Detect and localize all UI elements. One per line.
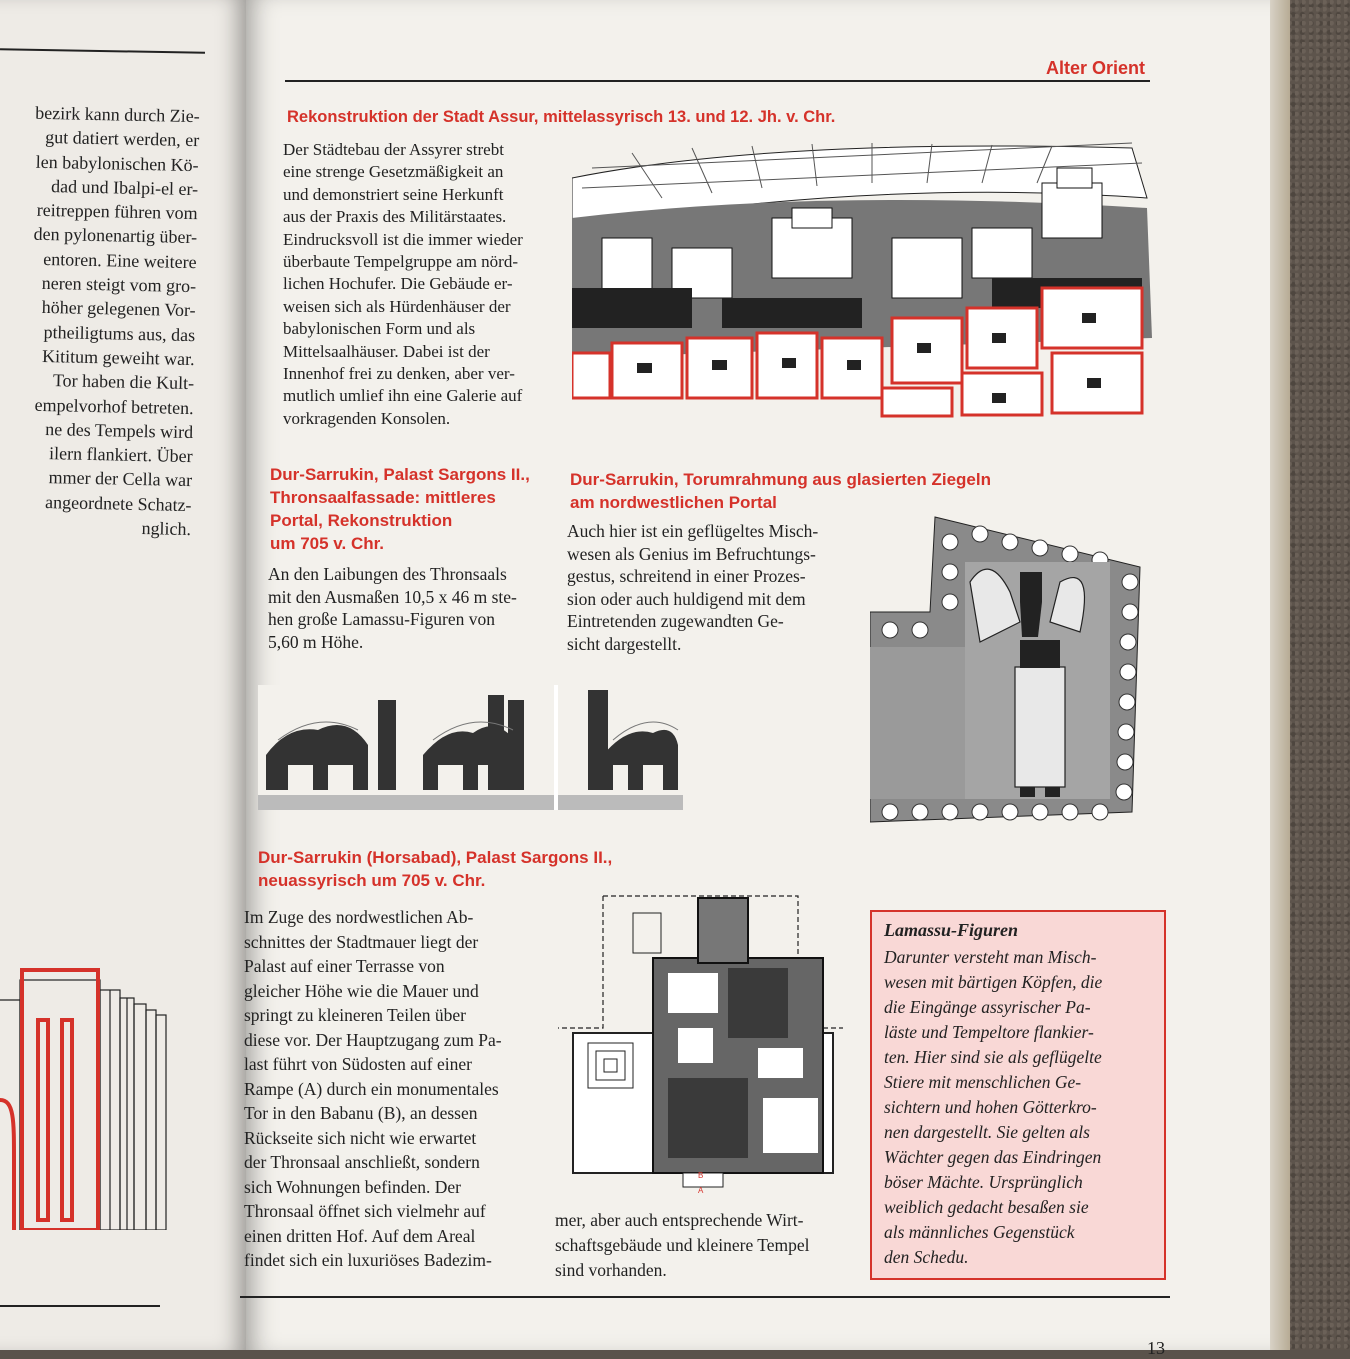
portal-text-line: Auch hier ist ein geflügeltes Misch-	[567, 521, 819, 541]
lamassu-box-line: als männliches Gegenstück	[884, 1222, 1075, 1242]
throne-heading-line: Dur-Sarrukin, Palast Sargons II.,	[270, 465, 530, 484]
assur-text-line: vorkragenden Konsolen.	[283, 408, 451, 428]
section-label: Alter Orient	[1045, 58, 1145, 78]
assur-text-line: weisen sich als Hürdenhäuser der	[283, 296, 511, 316]
assur-text-line: aus der Praxis des Militärstaates.	[283, 207, 507, 227]
palace-text-line: sind vorhanden.	[555, 1260, 667, 1280]
assur-text-line: Der Städtebau der Assyrer strebt	[283, 140, 504, 159]
assur-city-reconstruction-image	[572, 138, 1152, 418]
left-page-line: höher gelegenen Vor-	[41, 297, 196, 321]
throne-text-line: hen große Lamassu-Figuren von	[268, 609, 495, 629]
throne-heading-line: um 705 v. Chr.	[270, 534, 385, 553]
throne-heading	[270, 463, 530, 555]
portal-text-line: wesen als Genius im Befruchtungs-	[567, 543, 816, 564]
throne-text-line: mit den Ausmaßen 10,5 x 46 m ste-	[268, 586, 517, 607]
assur-text-line: mutlich umlief ihn eine Galerie auf	[283, 386, 523, 406]
lamassu-box-line: sichtern und hohen Götterkro-	[884, 1097, 1097, 1117]
top-rule	[285, 80, 1150, 82]
lamassu-box-line: wesen mit bärtigen Köpfen, die	[884, 972, 1103, 992]
assur-text-line: und demonstriert seine Herkunft	[283, 184, 504, 204]
plan-label-a: A	[698, 1186, 704, 1195]
palace-floor-plan-image	[558, 888, 843, 1196]
palace-text-line: diese vor. Der Hauptzugang zum Pa-	[244, 1029, 502, 1050]
assur-text-line: eine strenge Gesetzmäßigkeit an	[283, 162, 504, 182]
page-number: 13	[1147, 1338, 1165, 1358]
throne-text-line: An den Laibungen des Thronsaals	[268, 564, 507, 584]
left-page-text	[0, 100, 200, 541]
palace-text-line: einen dritten Hof. Auf dem Areal	[244, 1225, 476, 1246]
palace-text-line: springt zu kleineren Teilen über	[244, 1005, 466, 1025]
lamassu-box-line: weiblich gedacht besaßen sie	[884, 1197, 1089, 1217]
left-page-line: ilern flankiert. Über	[48, 443, 193, 467]
palace-text-line: mer, aber auch entsprechende Wirt-	[555, 1210, 804, 1230]
palace-heading-line: neuassyrisch um 705 v. Chr.	[258, 871, 486, 890]
page-edge	[1270, 0, 1290, 1350]
left-page-line: Kititum geweiht war.	[41, 345, 195, 370]
assur-text-line: überbaute Tempelgruppe am nörd-	[283, 252, 518, 272]
left-page	[0, 0, 246, 1350]
assur-text-line: Innenhof frei zu denken, aber ver-	[283, 364, 515, 384]
left-page-line: nglich.	[141, 518, 192, 540]
palace-text-line: Tor in den Babanu (B), an dessen	[244, 1103, 478, 1123]
lamassu-box-line: Wächter gegen das Eindringen	[884, 1147, 1102, 1167]
left-page-line: Tor haben die Kult-	[52, 370, 195, 394]
left-page-line: entoren. Eine weitere	[43, 248, 197, 272]
lamassu-box-line: den Schedu.	[884, 1247, 969, 1267]
portal-heading	[570, 468, 991, 514]
left-page-line: ptheiligtums aus, das	[43, 321, 196, 345]
throne-text-line: 5,60 m Höhe.	[268, 631, 364, 652]
lamassu-box-line: böser Mächte. Ursprünglich	[884, 1172, 1083, 1192]
palace-text-line: schaftsgebäude und kleinere Tempel	[555, 1235, 810, 1255]
palace-heading	[258, 846, 612, 892]
palace-text-line: Rückseite sich nicht wie erwartet	[244, 1127, 477, 1148]
lamassu-info-box	[870, 910, 1166, 1280]
palace-text-line: Thronsaal öffnet sich vielmehr auf	[244, 1201, 486, 1221]
assur-heading: Rekonstruktion der Stadt Assur, mittelassyrisch 13. und 12. Jh. v. Chr.	[287, 108, 836, 126]
palace-text-line: findet sich ein luxuriöses Badezim-	[244, 1250, 492, 1270]
left-page-line: empelvorhof betreten.	[34, 394, 194, 418]
portal-text-line: sion oder auch huldigend mit dem	[567, 588, 806, 609]
palace-text-line: sich Wohnungen befinden. Der	[244, 1176, 461, 1197]
left-page-line: len babylonischen Kö-	[35, 151, 199, 175]
lamassu-box-line: Stiere mit menschlichen Ge-	[884, 1072, 1082, 1092]
palace-text-line: Palast auf einer Terrasse von	[244, 956, 445, 976]
throne-heading-line: Portal, Rekonstruktion	[270, 511, 453, 530]
assur-text-line: Eindrucksvoll ist die immer wieder	[283, 229, 523, 249]
portal-heading-line: Dur-Sarrukin, Torumrahmung aus glasierten Ziegeln	[570, 470, 991, 489]
palace-text-line: schnittes der Stadtmauer liegt der	[244, 931, 479, 952]
left-page-line: den pylonenartig über-	[33, 224, 198, 248]
portal-text-line: gestus, schreitend in einer Prozes-	[567, 566, 806, 586]
left-bottom-rule	[0, 1305, 160, 1307]
portal-text-line: sicht dargestellt.	[567, 633, 682, 654]
lamassu-box-title: Lamassu-Figuren	[884, 920, 1019, 940]
throne-heading-line: Thronsaalfassade: mittleres	[270, 488, 496, 507]
lamassu-box-line: nen dargestellt. Sie gelten als	[884, 1122, 1090, 1142]
palace-text-line: der Thronsaal anschließt, sondern	[244, 1152, 480, 1172]
lamassu-box-line: Darunter versteht man Misch-	[884, 947, 1097, 967]
portal-text	[567, 520, 845, 655]
bottom-rule	[240, 1296, 1170, 1298]
palace-text-continued	[555, 1208, 847, 1283]
lamassu-box-line: die Eingänge assyrischer Pa-	[884, 997, 1091, 1017]
assur-text	[283, 139, 548, 430]
throne-text	[268, 563, 540, 653]
portal-heading-line: am nordwestlichen Portal	[570, 493, 777, 512]
throne-facade-lamassu-image	[258, 685, 683, 810]
palace-heading-line: Dur-Sarrukin (Horsabad), Palast Sargons II.,	[258, 848, 613, 867]
left-page-line: gut datiert werden, er	[45, 127, 200, 151]
left-page-line: reitreppen führen vom	[36, 199, 198, 224]
left-page-line: ne des Tempels wird	[45, 418, 194, 442]
assur-text-line: lichen Hochufer. Die Gebäude er-	[283, 274, 513, 294]
palace-text-line: last führt von Südosten auf einer	[244, 1054, 472, 1074]
left-page-line: dad und Ibalpi-el er-	[50, 175, 199, 200]
left-page-line: neren steigt vom gro-	[41, 272, 197, 297]
left-top-rule	[0, 48, 205, 54]
portal-text-line: Eintretenden zugewandten Ge-	[567, 611, 784, 631]
palace-text	[244, 905, 530, 1273]
lamassu-box-line: ten. Hier sind sie als geflügelte	[884, 1047, 1102, 1067]
assur-text-line: Mittelsaalhäuser. Dabei ist der	[283, 341, 490, 361]
lamassu-box-line: läste und Tempeltore flankier-	[884, 1022, 1094, 1042]
temple-facade-drawing	[0, 960, 175, 1230]
palace-text-line: Im Zuge des nordwestlichen Ab-	[244, 907, 474, 927]
palace-text-line: gleicher Höhe wie die Mauer und	[244, 980, 479, 1001]
palace-text-line: Rampe (A) durch ein monumentales	[244, 1078, 499, 1099]
left-page-line: mmer der Cella war	[48, 467, 193, 491]
lamassu-box-text	[884, 945, 1152, 1270]
left-page-line: angeordnete Schatz-	[44, 491, 192, 515]
left-page-line: bezirk kann durch Zie-	[35, 102, 200, 127]
plan-label-b: B	[698, 1171, 704, 1180]
glazed-brick-genius-image	[870, 512, 1165, 830]
assur-text-line: babylonischen Form und als	[283, 319, 476, 339]
